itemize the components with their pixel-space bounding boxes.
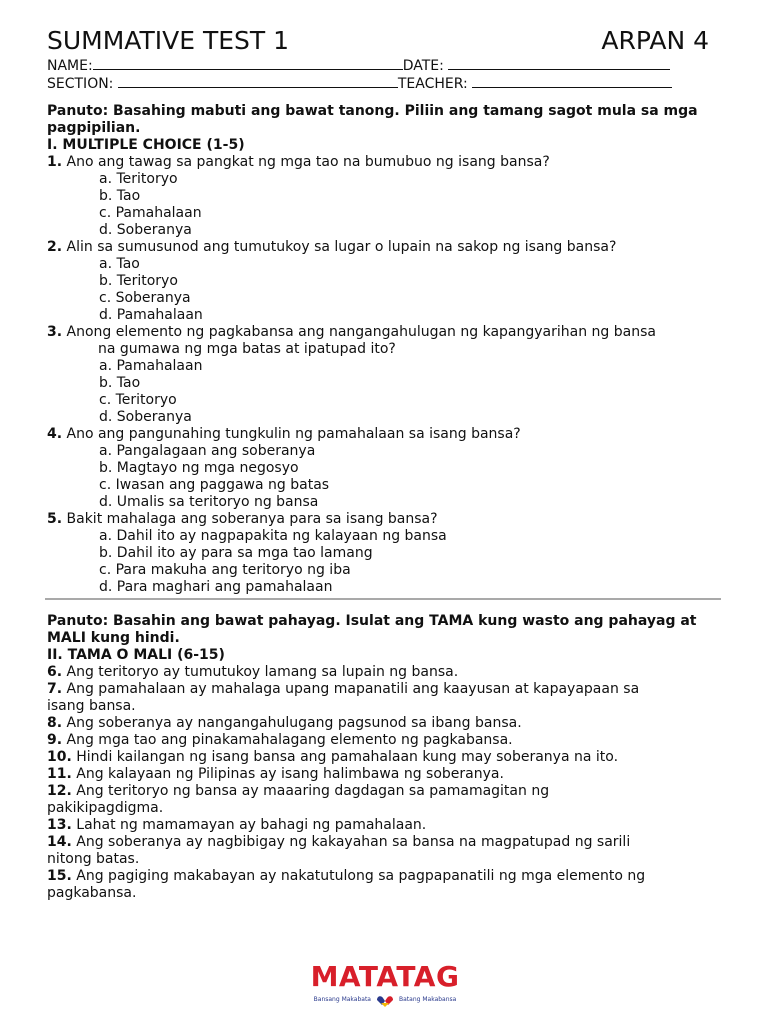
date-blank[interactable] (448, 57, 670, 70)
statement-number: 10. (47, 749, 72, 765)
statement-number: 13. (47, 817, 72, 833)
part1-instruction: Panuto: Basahing mabuti ang bawat tanong. Piliin ang tamang sagot mula sa mga pagpipilian. (47, 103, 698, 136)
answer-option[interactable]: d. Soberanya (99, 409, 192, 425)
multiple-choice-list (47, 154, 723, 596)
test-sheet (47, 26, 723, 902)
question-number: 1. (47, 154, 63, 170)
statement-number: 12. (47, 783, 72, 799)
answer-option[interactable]: a. Tao (99, 256, 140, 272)
section-blank[interactable] (118, 75, 398, 88)
answer-option[interactable]: a. Pamahalaan (99, 358, 203, 374)
statement-item (47, 732, 723, 749)
statement-text: Ang pamahalaan ay mahalaga upang mapanatili ang kaayusan at kapayapaan sa (66, 681, 640, 697)
question-item (47, 511, 723, 528)
statement-number: 9. (47, 732, 63, 748)
statement-text: Ang teritoryo ay tumutukoy lamang sa lupain ng bansa. (66, 664, 459, 680)
subject-label: ARPAN 4 (601, 26, 709, 55)
answer-option[interactable]: b. Dahil ito ay para sa mga tao lamang (99, 545, 373, 561)
statement-item (47, 749, 723, 766)
section-divider (45, 598, 721, 600)
part2-instruction: Panuto: Basahin ang bawat pahayag. Isulat ang TAMA kung wasto ang pahayag at MALI kung hindi. (47, 613, 697, 646)
question-text: Ano ang pangunahing tungkulin ng pamahalaan sa isang bansa? (66, 426, 521, 442)
answer-option[interactable]: d. Para maghari ang pamahalaan (99, 579, 333, 595)
answer-option[interactable]: b. Tao (99, 375, 141, 391)
statement-text: Ang kalayaan ng Pilipinas ay isang halimbawa ng soberanya. (76, 766, 504, 782)
test-title: SUMMATIVE TEST 1 (47, 26, 290, 55)
question-text: Bakit mahalaga ang soberanya para sa isang bansa? (66, 511, 438, 527)
matatag-logo (306, 962, 464, 1007)
answer-option[interactable]: c. Pamahalaan (99, 205, 202, 221)
question-number: 3. (47, 324, 63, 340)
statement-text-continued: nitong batas. (47, 851, 140, 867)
question-number: 2. (47, 239, 63, 255)
answer-option[interactable]: c. Iwasan ang paggawa ng batas (99, 477, 330, 493)
statement-item (47, 664, 723, 681)
answer-option[interactable]: c. Soberanya (99, 290, 191, 306)
statement-number: 14. (47, 834, 72, 850)
question-item (47, 154, 723, 171)
statement-text-continued: pakikipagdigma. (47, 800, 164, 816)
statement-number: 6. (47, 664, 63, 680)
answer-option[interactable]: d. Soberanya (99, 222, 192, 238)
answer-option[interactable]: d. Pamahalaan (99, 307, 203, 323)
question-number: 4. (47, 426, 63, 442)
answer-option[interactable]: b. Magtayo ng mga negosyo (99, 460, 299, 476)
section-label: SECTION: (47, 76, 114, 92)
logo-tag-left: Bansang Makabata (313, 996, 371, 1003)
title-row (47, 26, 723, 56)
logo-wordmark: MATATAG (310, 960, 460, 993)
logo-tag-right: Batang Makabansa (399, 996, 457, 1003)
statement-item (47, 681, 723, 698)
logo-tagline (306, 993, 464, 1007)
statement-item (47, 783, 723, 800)
answer-option[interactable]: a. Pangalagaan ang soberanya (99, 443, 316, 459)
part2-heading: II. TAMA O MALI (6-15) (47, 647, 225, 663)
question-text-continued (47, 341, 723, 358)
answer-option[interactable]: b. Teritoryo (99, 273, 178, 289)
question-text-cont: na gumawa ng mga batas at ipatupad ito? (98, 341, 396, 357)
answer-option[interactable]: d. Umalis sa teritoryo ng bansa (99, 494, 319, 510)
statement-text-continued: isang bansa. (47, 698, 136, 714)
question-number: 5. (47, 511, 63, 527)
question-text: Alin sa sumusunod ang tumutukoy sa lugar o lupain na sakop ng isang bansa? (66, 239, 617, 255)
statement-text: Ang mga tao ang pinakamahalagang elemento ng pagkabansa. (66, 732, 513, 748)
statement-text: Lahat ng mamamayan ay bahagi ng pamahalaan. (76, 817, 427, 833)
statement-text: Ang pagiging makabayan ay nakatutulong sa pagpapanatili ng mga elemento ng (76, 868, 646, 884)
statement-text: Ang soberanya ay nangangahulugang pagsunod sa ibang bansa. (66, 715, 522, 731)
statement-text-continued: pagkabansa. (47, 885, 137, 901)
answer-option[interactable]: b. Tao (99, 188, 141, 204)
question-item (47, 324, 723, 341)
heart-hands-icon (374, 993, 396, 1007)
section-teacher-line (47, 75, 723, 93)
part1-heading: I. MULTIPLE CHOICE (1-5) (47, 137, 245, 153)
statement-number: 11. (47, 766, 72, 782)
statement-text: Ang teritoryo ng bansa ay maaaring dagdagan sa pamamagitan ng (76, 783, 550, 799)
statement-item (47, 715, 723, 732)
answer-option[interactable]: c. Para makuha ang teritoryo ng iba (99, 562, 351, 578)
statement-item (47, 817, 723, 834)
teacher-label: TEACHER: (397, 76, 468, 92)
statement-item (47, 868, 723, 885)
true-false-list (47, 664, 723, 902)
statement-text: Ang soberanya ay nagbibigay ng kakayahan sa bansa na magpatupad ng sarili (76, 834, 631, 850)
answer-option[interactable]: a. Teritoryo (99, 171, 178, 187)
question-text: Anong elemento ng pagkabansa ang nangangahulugan ng kapangyarihan ng bansa (66, 324, 656, 340)
name-date-line (47, 57, 723, 75)
answer-option[interactable]: a. Dahil ito ay nagpapakita ng kalayaan ng bansa (99, 528, 447, 544)
question-item (47, 426, 723, 443)
answer-option[interactable]: c. Teritoryo (99, 392, 177, 408)
teacher-blank[interactable] (472, 75, 672, 88)
statement-number: 7. (47, 681, 63, 697)
question-item (47, 239, 723, 256)
date-label: DATE: (402, 58, 444, 74)
statement-text: Hindi kailangan ng isang bansa ang pamahalaan kung may soberanya na ito. (76, 749, 619, 765)
name-label: NAME: (47, 58, 93, 74)
statement-item (47, 834, 723, 851)
statement-item (47, 766, 723, 783)
name-blank[interactable] (93, 57, 403, 70)
statement-number: 8. (47, 715, 63, 731)
question-text: Ano ang tawag sa pangkat ng mga tao na bumubuo ng isang bansa? (66, 154, 550, 170)
statement-number: 15. (47, 868, 72, 884)
